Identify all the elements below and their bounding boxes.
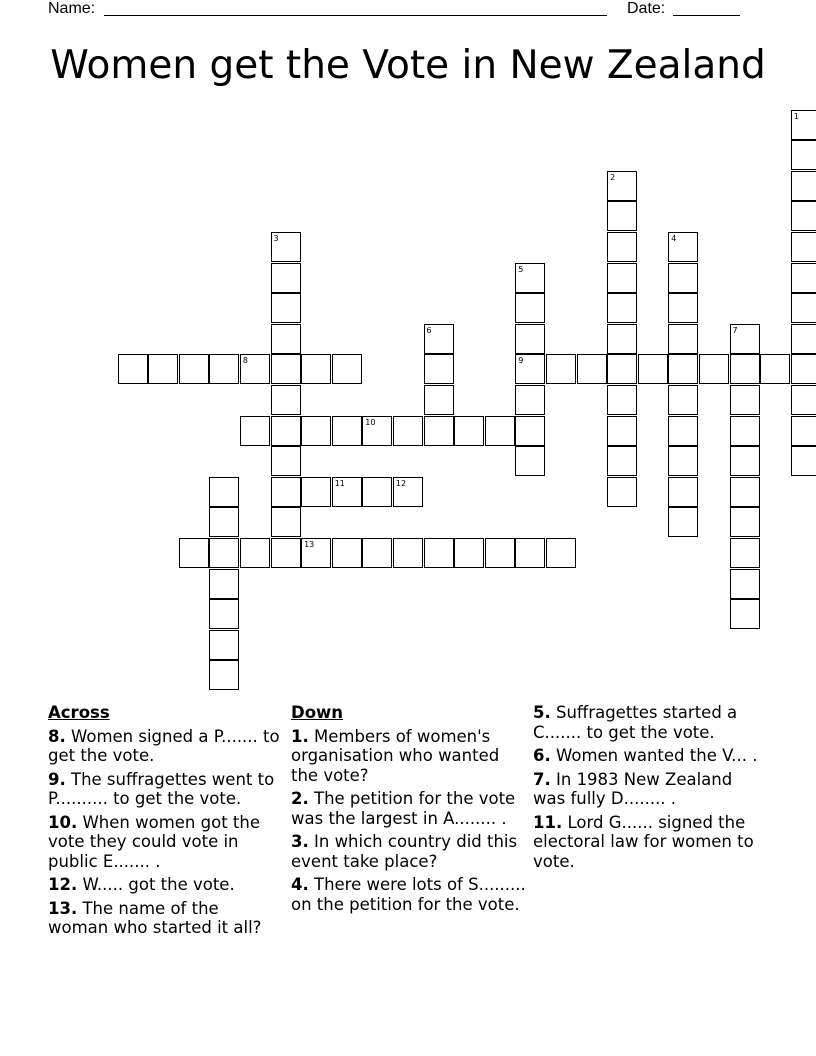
grid-cell[interactable] — [271, 538, 301, 568]
grid-cell[interactable] — [791, 446, 816, 476]
grid-cell[interactable] — [730, 538, 760, 568]
grid-cell[interactable] — [332, 477, 362, 507]
clue-number: 9 — [518, 356, 524, 366]
grid-cell[interactable] — [515, 385, 545, 415]
grid-cell[interactable] — [515, 324, 545, 354]
grid-cell[interactable] — [271, 293, 301, 323]
down-clues — [291, 703, 527, 918]
grid-cell[interactable] — [301, 354, 331, 384]
across-clues — [48, 703, 284, 942]
grid-cell[interactable] — [791, 293, 816, 323]
grid-cell[interactable] — [607, 446, 637, 476]
grid-cell[interactable] — [668, 446, 698, 476]
clue-across-12: 12. W..... got the vote. — [48, 875, 235, 894]
clue-across-8: 8. Women signed a P....... to get the vote. — [48, 726, 280, 765]
grid-cell[interactable] — [515, 416, 545, 446]
grid-cell[interactable] — [668, 507, 698, 537]
clue-down-4: 4. There were lots of S......... on the petition for the vote. — [291, 875, 526, 914]
grid-cell[interactable] — [240, 354, 270, 384]
grid-cell[interactable] — [209, 538, 239, 568]
grid-cell[interactable] — [730, 507, 760, 537]
grid-cell[interactable] — [271, 446, 301, 476]
grid-cell[interactable] — [730, 599, 760, 629]
grid-cell[interactable] — [699, 354, 729, 384]
grid-cell[interactable] — [424, 385, 454, 415]
grid-cell[interactable] — [791, 324, 816, 354]
grid-cell[interactable] — [209, 354, 239, 384]
grid-cell[interactable] — [209, 660, 239, 690]
grid-cell[interactable] — [240, 538, 270, 568]
grid-cell[interactable] — [730, 477, 760, 507]
clue-down-6: 6. Women wanted the V... . — [533, 746, 758, 765]
grid-cell[interactable] — [668, 232, 698, 262]
grid-cell[interactable] — [791, 110, 816, 140]
clue-down-7: 7. In 1983 New Zealand was fully D........ . — [533, 769, 733, 808]
grid-cell[interactable] — [362, 477, 392, 507]
grid-cell[interactable] — [148, 354, 178, 384]
clue-number: 5 — [518, 264, 524, 274]
clue-number: 2 — [610, 172, 616, 182]
grid-cell[interactable] — [271, 507, 301, 537]
grid-cell[interactable] — [332, 538, 362, 568]
grid-cell[interactable] — [301, 538, 331, 568]
grid-cell[interactable] — [730, 324, 760, 354]
grid-cell[interactable] — [607, 324, 637, 354]
clue-number: 3 — [273, 233, 279, 243]
grid-cell[interactable] — [362, 416, 392, 446]
grid-cell[interactable] — [209, 599, 239, 629]
grid-cell[interactable] — [607, 385, 637, 415]
grid-cell[interactable] — [332, 416, 362, 446]
grid-cell[interactable] — [668, 416, 698, 446]
grid-cell[interactable] — [577, 354, 607, 384]
clue-across-9: 9. The suffragettes went to P.......... to get the vote. — [48, 769, 275, 808]
grid-cell[interactable] — [668, 354, 698, 384]
clue-number: 4 — [671, 233, 677, 243]
grid-cell[interactable] — [791, 416, 816, 446]
grid-cell[interactable] — [179, 538, 209, 568]
grid-cell[interactable] — [515, 293, 545, 323]
grid-cell[interactable] — [301, 477, 331, 507]
grid-cell[interactable] — [240, 416, 270, 446]
grid-cell[interactable] — [791, 354, 816, 384]
grid-cell[interactable] — [791, 201, 816, 231]
grid-cell[interactable] — [454, 416, 484, 446]
grid-cell[interactable] — [271, 477, 301, 507]
down-heading: Down — [291, 703, 344, 722]
clue-number: 6 — [426, 325, 432, 335]
across-heading: Across — [48, 703, 110, 722]
grid-cell[interactable] — [668, 477, 698, 507]
grid-cell[interactable] — [638, 354, 668, 384]
grid-cell[interactable] — [668, 293, 698, 323]
page-title: Women get the Vote in New Zealand — [50, 43, 766, 88]
grid-cell[interactable] — [791, 263, 816, 293]
grid-cell[interactable] — [668, 263, 698, 293]
clue-number: 11 — [334, 478, 345, 488]
clue-number: 8 — [242, 356, 248, 366]
grid-cell[interactable] — [454, 538, 484, 568]
grid-cell[interactable] — [668, 385, 698, 415]
grid-cell[interactable] — [607, 477, 637, 507]
clue-down-2: 2. The petition for the vote was the largest in A........ . — [291, 789, 516, 828]
clue-number: 1 — [793, 111, 799, 121]
grid-cell[interactable] — [730, 569, 760, 599]
grid-cell[interactable] — [271, 324, 301, 354]
grid-cell[interactable] — [515, 354, 545, 384]
grid-cell[interactable] — [546, 538, 576, 568]
grid-cell[interactable] — [791, 232, 816, 262]
grid-cell[interactable] — [301, 416, 331, 446]
clue-number: 12 — [395, 478, 407, 488]
name-label: Name: — [48, 0, 96, 17]
grid-cell[interactable] — [424, 416, 454, 446]
grid-cell[interactable] — [515, 538, 545, 568]
clue-down-11: 11. Lord G...... signed the electoral law for women to vote. — [533, 812, 754, 871]
clue-number: 7 — [732, 325, 738, 335]
grid-cell[interactable] — [791, 385, 816, 415]
grid-cell[interactable] — [209, 477, 239, 507]
grid-cell[interactable] — [607, 201, 637, 231]
grid-cell[interactable] — [271, 354, 301, 384]
grid-cell[interactable] — [271, 385, 301, 415]
grid-cell[interactable] — [730, 354, 760, 384]
grid-cell[interactable] — [730, 446, 760, 476]
grid-cell[interactable] — [393, 477, 423, 507]
grid-cell[interactable] — [607, 354, 637, 384]
clue-number: 10 — [365, 417, 376, 427]
grid-cell[interactable] — [607, 263, 637, 293]
grid-cell[interactable] — [424, 324, 454, 354]
grid-cell[interactable] — [271, 263, 301, 293]
grid-cell[interactable] — [362, 538, 392, 568]
grid-cell[interactable] — [271, 232, 301, 262]
grid-cell[interactable] — [607, 232, 637, 262]
grid-cell[interactable] — [607, 171, 637, 201]
grid-cell[interactable] — [393, 416, 423, 446]
grid-cell[interactable] — [515, 446, 545, 476]
clue-down-5: 5. Suffragettes started a C....... to get the vote. — [533, 703, 738, 742]
grid-cell[interactable] — [760, 354, 790, 384]
grid-cell[interactable] — [730, 416, 760, 446]
clue-number: 13 — [304, 539, 315, 549]
clue-across-13: 13. The name of the woman who started it all? — [48, 898, 262, 937]
date-label: Date: — [627, 0, 666, 17]
grid-cell[interactable] — [424, 538, 454, 568]
grid-cell[interactable] — [485, 416, 515, 446]
grid-cell[interactable] — [515, 263, 545, 293]
grid-cell[interactable] — [332, 354, 362, 384]
grid-cell[interactable] — [393, 538, 423, 568]
grid-cell[interactable] — [668, 324, 698, 354]
grid-cell[interactable] — [179, 354, 209, 384]
grid-cell[interactable] — [730, 385, 760, 415]
grid-cell[interactable] — [791, 140, 816, 170]
down-clues-continued — [533, 703, 769, 875]
grid-cell[interactable] — [791, 171, 816, 201]
grid-cell[interactable] — [607, 293, 637, 323]
clue-down-1: 1. Members of women's organisation who wanted the vote? — [291, 726, 500, 785]
grid-cell[interactable] — [209, 569, 239, 599]
grid-cell[interactable] — [607, 416, 637, 446]
grid-cell[interactable] — [118, 354, 148, 384]
grid-cell[interactable] — [546, 354, 576, 384]
grid-cell[interactable] — [485, 538, 515, 568]
grid-cell[interactable] — [209, 507, 239, 537]
grid-cell[interactable] — [271, 416, 301, 446]
clue-across-10: 10. When women got the vote they could vote in public E....... . — [48, 812, 260, 871]
grid-cell[interactable] — [424, 354, 454, 384]
grid-cell[interactable] — [209, 630, 239, 660]
clue-down-3: 3. In which country did this event take place? — [291, 832, 518, 871]
